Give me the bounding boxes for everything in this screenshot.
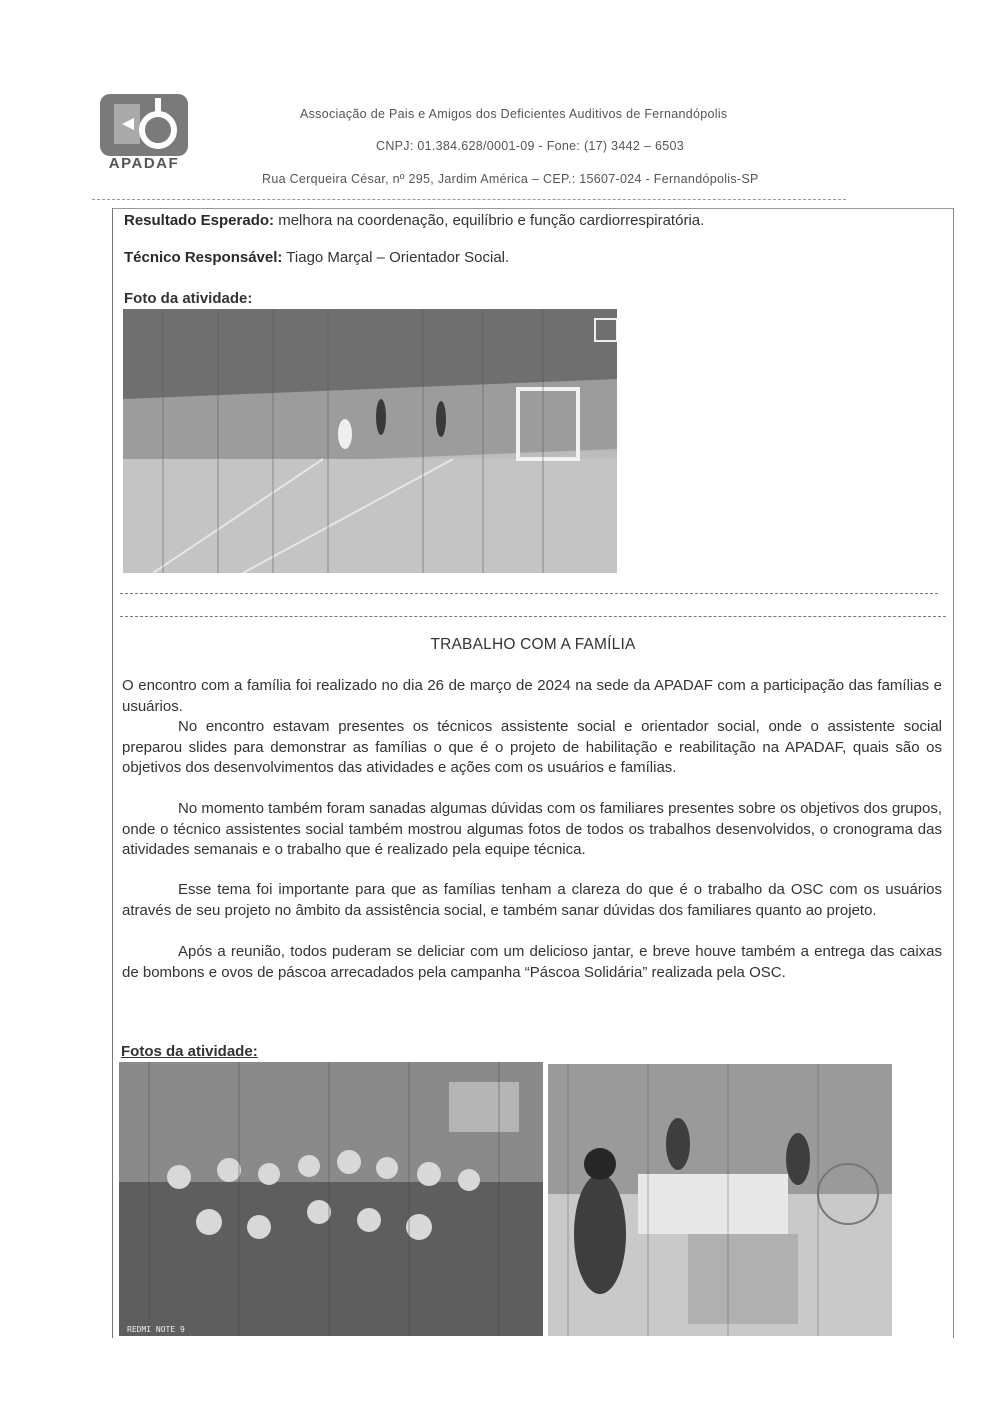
paragraph-questions: No momento também foram sanadas algumas dúvidas com os familiares presentes sobre os objetivos dos grupos, onde o técnico assistentes social também mostrou algumas fotos de todos os trabalhos desenvolvidos, o cronograma das atividades semanais e o trabalho que é realizado pela equipe técnica.	[122, 800, 942, 858]
responsible-technician-label: Técnico Responsável:	[124, 249, 283, 266]
activity-photo-sports-court	[123, 309, 617, 573]
expected-result-line	[124, 212, 704, 229]
cnpj-phone-line: CNPJ: 01.384.628/0001-09 - Fone: (17) 3442 – 6503	[376, 139, 684, 153]
expected-result-text: melhora na coordenação, equilíbrio e função cardiorrespiratória.	[278, 212, 705, 229]
activity-photo-label: Foto da atividade:	[124, 290, 253, 307]
header-divider	[92, 199, 846, 200]
content-frame-left	[112, 208, 113, 1338]
section-divider-1	[120, 593, 938, 594]
content-frame-top	[112, 208, 953, 209]
logo-text: APADAF	[108, 155, 180, 172]
paragraph-meeting: O encontro com a família foi realizado no dia 26 de março de 2024 na sede da APADAF com a participação das famílias e usuários.	[122, 677, 942, 715]
activity-photo-group	[119, 1062, 543, 1336]
family-section-title: TRABALHO COM A FAMÍLIA	[430, 636, 636, 653]
content-frame-right	[953, 208, 954, 1338]
responsible-technician-line	[124, 249, 509, 266]
address-line: Rua Cerqueira César, nº 295, Jardim América – CEP.: 15607-024 - Fernandópolis-SP	[262, 172, 759, 186]
photo-watermark: REDMI NOTE 9	[127, 1325, 185, 1334]
expected-result-label: Resultado Esperado:	[124, 212, 275, 229]
paragraph-dinner: Após a reunião, todos puderam se deliciar com um delicioso jantar, e breve houve também a entrega das caixas de bombons e ovos de páscoa arrecadados pela campanha “Páscoa Solidária” realizada pela OSC.	[122, 943, 942, 981]
apadaf-logo	[98, 94, 190, 174]
paragraph-importance: Esse tema foi importante para que as famílias tenham a clareza do que é o trabalho da OSC com os usuários através de seu projeto no âmbito da assistência social, e também sanar dúvidas dos familiares quanto ao projeto.	[122, 881, 942, 919]
section-divider-2	[120, 616, 946, 617]
organization-name: Associação de Pais e Amigos dos Deficientes Auditivos de Fernandópolis	[300, 107, 728, 121]
activity-photo-dinner	[548, 1064, 892, 1336]
responsible-technician-text: Tiago Marçal – Orientador Social.	[286, 249, 510, 266]
ear-logo-icon	[100, 94, 188, 156]
paragraph-technicians: No encontro estavam presentes os técnicos assistente social e orientador social, onde o assistente social preparou slides para demonstrar as famílias o que é o projeto de habilitação e reabilitação na APADAF, quais são os objetivos dos desenvolvimentos das atividades e ações com os usuários e famílias.	[122, 718, 942, 776]
activity-photos-label: Fotos da atividade:	[121, 1043, 258, 1060]
